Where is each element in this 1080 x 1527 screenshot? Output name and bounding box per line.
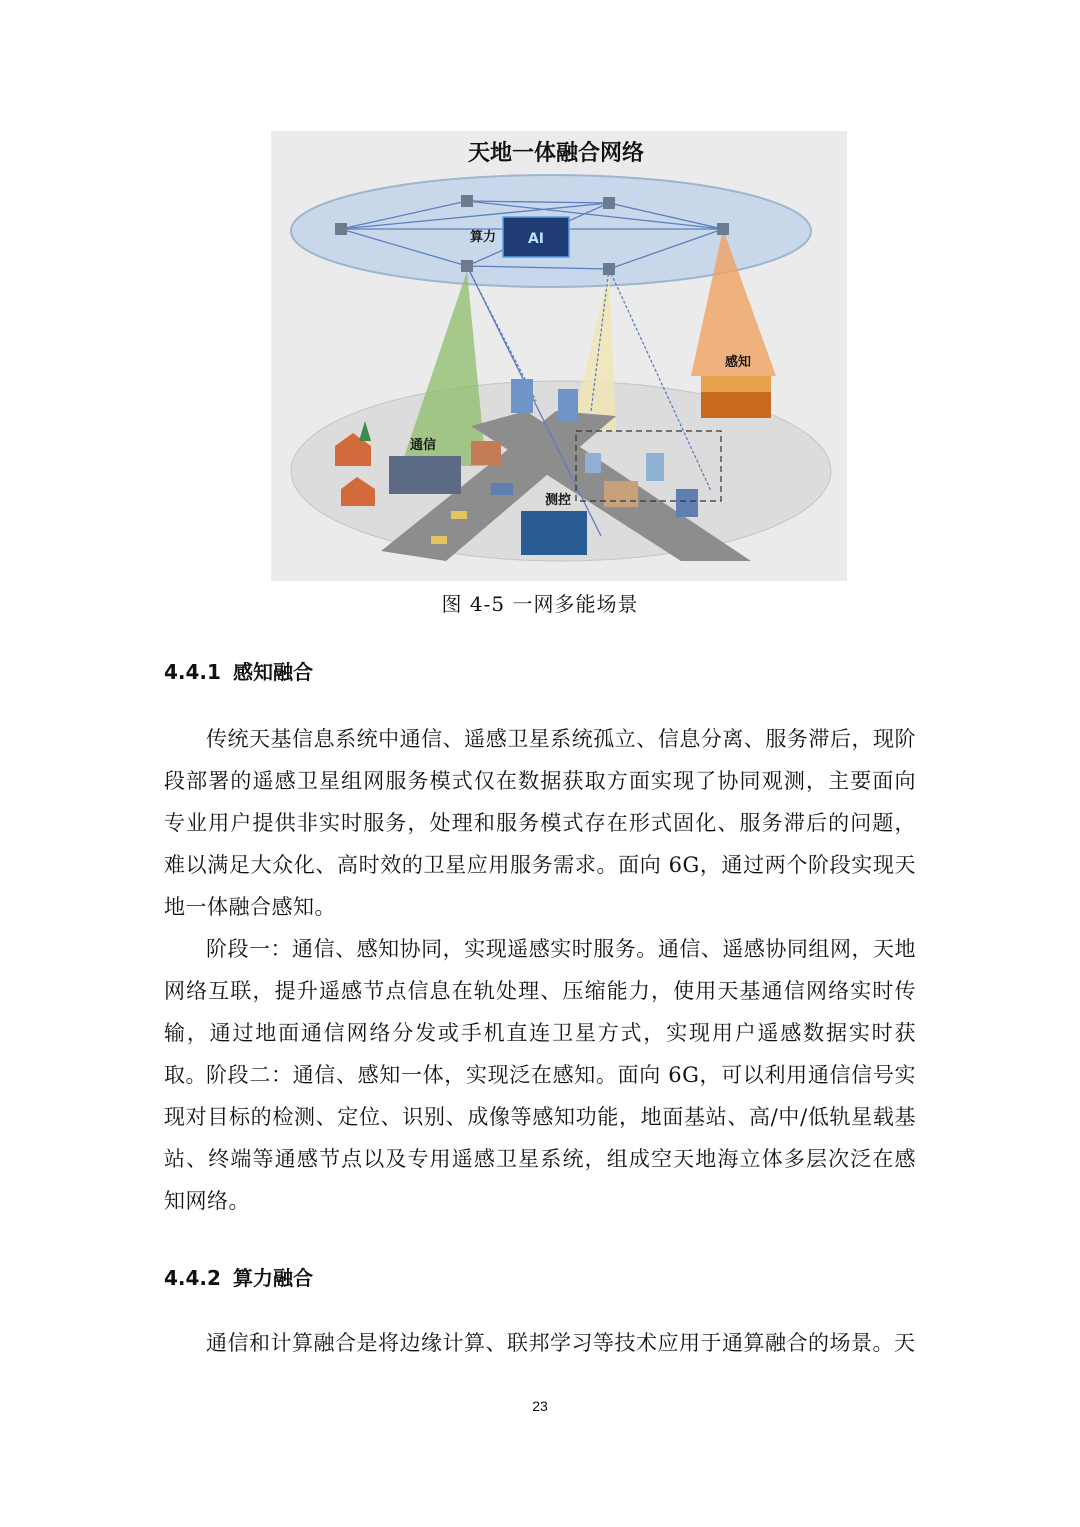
compute-label: 算力 xyxy=(469,230,497,245)
paragraph: 传统天基信息系统中通信、遥感卫星系统孤立、信息分离、服务滞后，现阶段部署的遥感卫星组网服务模式仅在数据获取方面实现了协同观测，主要面向专业用户提供非实时服务，处理和服务模式存在形式固化、服务滞后的问题，难以满足大众化、高时效的卫星应用服务需求。面向 6G，通过两个阶段实现天地一体融合感知。 xyxy=(164,727,916,919)
satellite-icon xyxy=(717,223,729,235)
satellite-icon xyxy=(335,223,347,235)
satellite-icon xyxy=(603,263,615,275)
figure-title: 天地一体融合网络 xyxy=(467,141,645,166)
satellite-icon xyxy=(461,195,473,207)
section-number: 4.4.1 xyxy=(164,660,221,684)
comm-beam xyxy=(401,271,486,466)
section-title: 感知融合 xyxy=(232,660,313,684)
ai-chip-label: AI xyxy=(527,231,545,247)
section-heading-compute xyxy=(164,1262,313,1291)
section-title: 算力融合 xyxy=(232,1266,313,1290)
section-number: 4.4.2 xyxy=(164,1266,221,1290)
satellite-icon xyxy=(603,197,615,209)
network-illustration xyxy=(271,131,847,581)
sensing-label: 感知 xyxy=(724,355,752,370)
comm-label: 通信 xyxy=(409,438,437,453)
satellite-icon xyxy=(461,260,473,272)
comm-image xyxy=(389,456,461,494)
figure-one-network-multi-function xyxy=(271,131,847,581)
sensing-image-sky xyxy=(701,376,771,392)
paragraph: 阶段二：通信、感知一体，实现泛在感知。面向 6G，可以利用通信信号实现对目标的检测、定位、识别、成像等感知功能，地面基站、高/中/低轨星载基站、终端等通感节点以及专用遥感卫星系统，组成空天地海立体多层次泛在感知网络。 xyxy=(164,1063,916,1213)
paragraph: 通信和计算融合是将边缘计算、联邦学习等技术应用于通算融合的场景。天 xyxy=(206,1331,916,1355)
paragraph: 阶段一：通信、感知协同，实现遥感实时服务。通信、遥感协同组网，天地网络互联，提升遥感节点信息在轨处理、压缩能力，使用天基通信网络实时传输，通过地面通信网络分发或手机直连卫星方式，实现用户遥感数据实时获取。 xyxy=(164,937,916,1087)
page-number: 23 xyxy=(532,1398,548,1414)
figure-caption: 图 4-5 一网多能场景 xyxy=(441,592,639,616)
tt-image xyxy=(521,511,587,555)
tt-label: 测控 xyxy=(544,493,572,508)
section-heading-sensing xyxy=(164,656,313,685)
